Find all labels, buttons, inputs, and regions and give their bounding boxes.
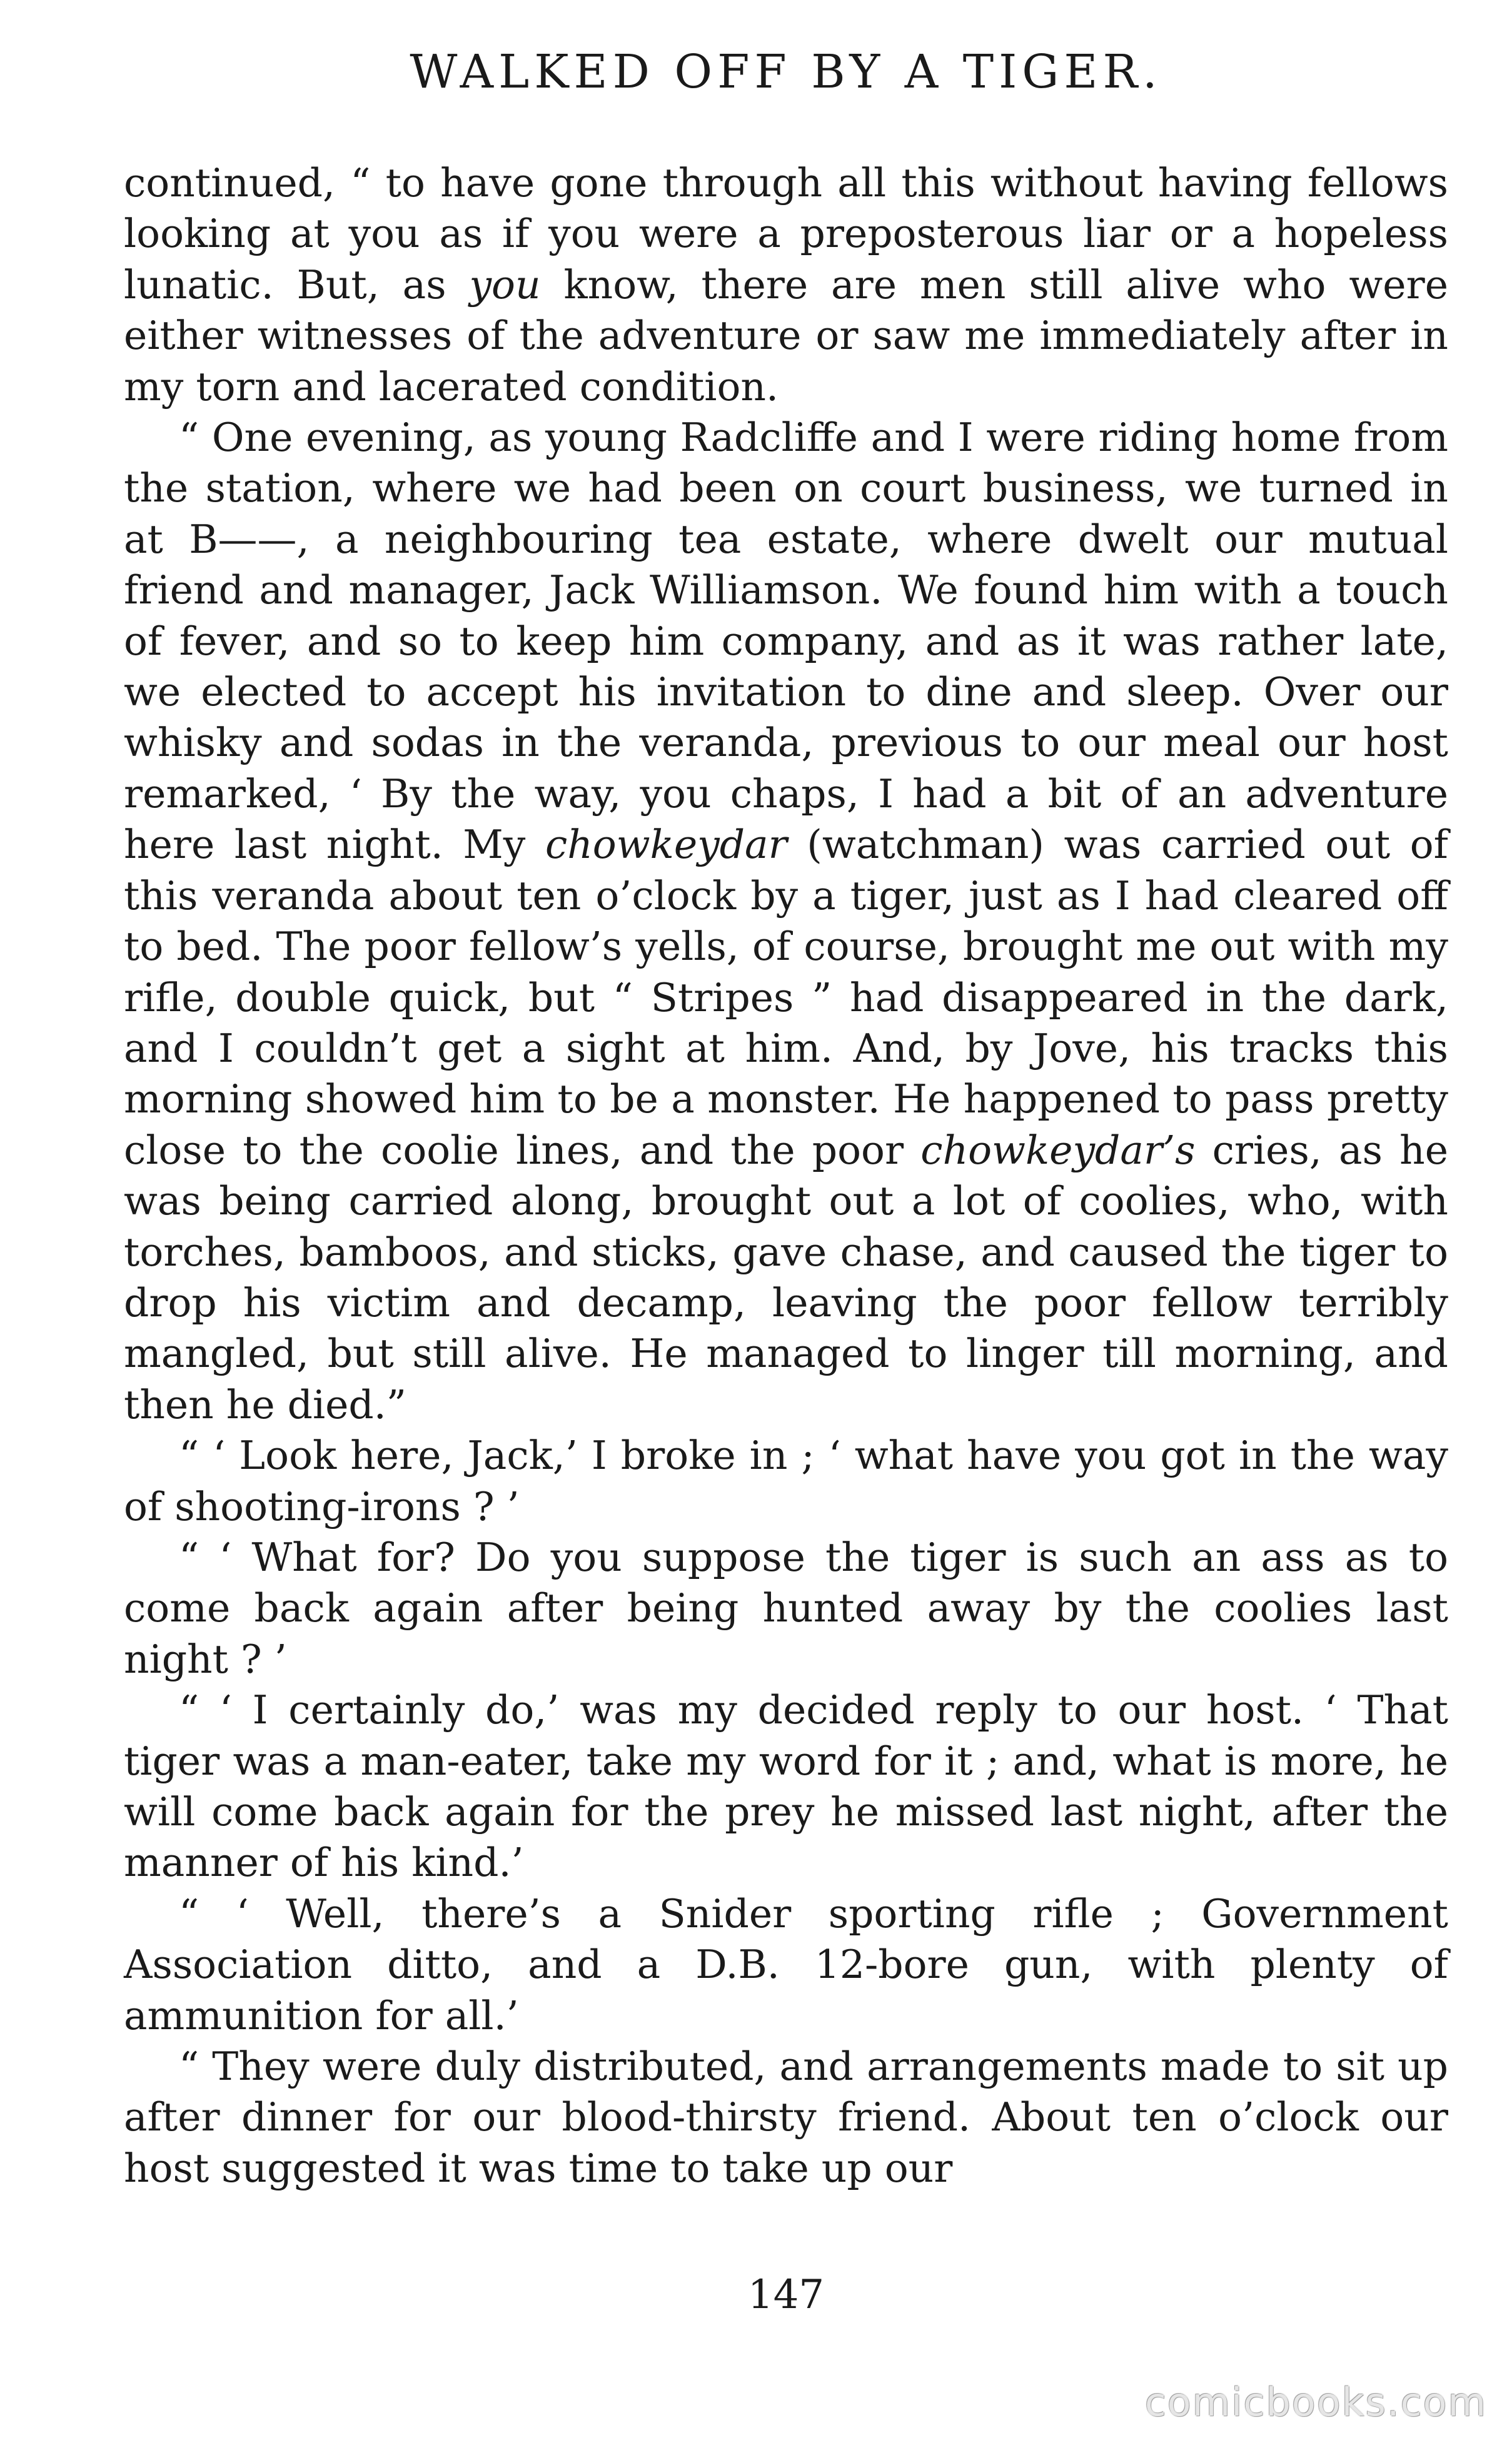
paragraph — [124, 1888, 1448, 2041]
page-number: 147 — [747, 2272, 825, 2318]
paragraph — [124, 2041, 1448, 2194]
italic-text-run: chowkeydar’s — [920, 1127, 1196, 1173]
text-run: (watchman) was carried out of this veranda about ten o’clock by a tiger, just as I had cleared off to bed. The poor fellow’s yells, of course, brought me out with my rifle, double quick, but “ Stripes ” had disappeared in the dark, and I couldn’t get a sight at him. And, by Jove, his tracks this morning showed him to be a monster. He happened to pass pretty close to the coolie lines, and the poor — [124, 822, 1448, 1173]
text-run: “ ‘ Look here, Jack,’ I broke in ; ‘ what have you got in the way of shooting-irons ? ’ — [124, 1433, 1448, 1530]
book-page — [124, 0, 1448, 2440]
italic-text-run: you — [469, 261, 541, 308]
text-run: “ They were duly distributed, and arrangements made to sit up after dinner for our blood-thirsty friend. About ten o’clock our host suggested it was time to take up our — [124, 2044, 1448, 2191]
body-text — [124, 158, 1448, 2194]
paragraph — [124, 1532, 1448, 1685]
paragraph — [124, 1430, 1448, 1532]
italic-text-run: chowkeydar — [545, 822, 787, 868]
text-run: “ ‘ What for? Do you suppose the tiger is such an ass as to come back again after being hunted away by the coolies last night ? ’ — [124, 1534, 1448, 1682]
running-head: WALKED OFF BY A TIGER. — [410, 45, 1162, 99]
text-run: cries, as he was being carried along, brought out a lot of coolies, who, with torches, bamboos, and sticks, gave chase, and caused the tiger to drop his victim and decamp, leaving the poor fellow terribly mangled, but still alive. He managed to linger till morning, and then he died.” — [124, 1127, 1449, 1428]
paragraph — [124, 412, 1448, 1430]
paragraph — [124, 158, 1448, 412]
text-run: “ ‘ I certainly do,’ was my decided reply to our host. ‘ That tiger was a man-eater, take my word for it ; and, what is more, he will come back again for the prey he missed last night, after the manner of his kind.’ — [124, 1687, 1448, 1886]
text-run: know, there are men still alive who were either witnesses of the adventure or saw me immediately after in my torn and lacerated condition. — [124, 261, 1448, 410]
text-run: “ ‘ Well, there’s a Snider sporting rifle ; Government Association ditto, and a D.B. 12-bore gun, with plenty of ammunition for all.’ — [124, 1890, 1448, 2039]
text-run: “ One evening, as young Radcliffe and I were riding home from the station, where we had been on court business, we turned in at B——, a neighbouring tea estate, where dwelt our mutual friend and manager, Jack Williamson. We found him with a touch of fever, and so to keep him company, and as it was rather late, we elected to accept his invitation to dine and sleep. Over our whisky and sodas in the veranda, previous to our meal our host remarked, ‘ By the way, you chaps, I had a bit of an adventure here last night. My — [124, 415, 1448, 868]
text-run: continued, “ to have gone through all this without having fellows looking at you as if you were a preposterous liar or a hopeless lunatic. But, as — [124, 160, 1448, 308]
watermark-logo: comicbooks.com — [1144, 2379, 1487, 2425]
paragraph — [124, 1685, 1448, 1888]
